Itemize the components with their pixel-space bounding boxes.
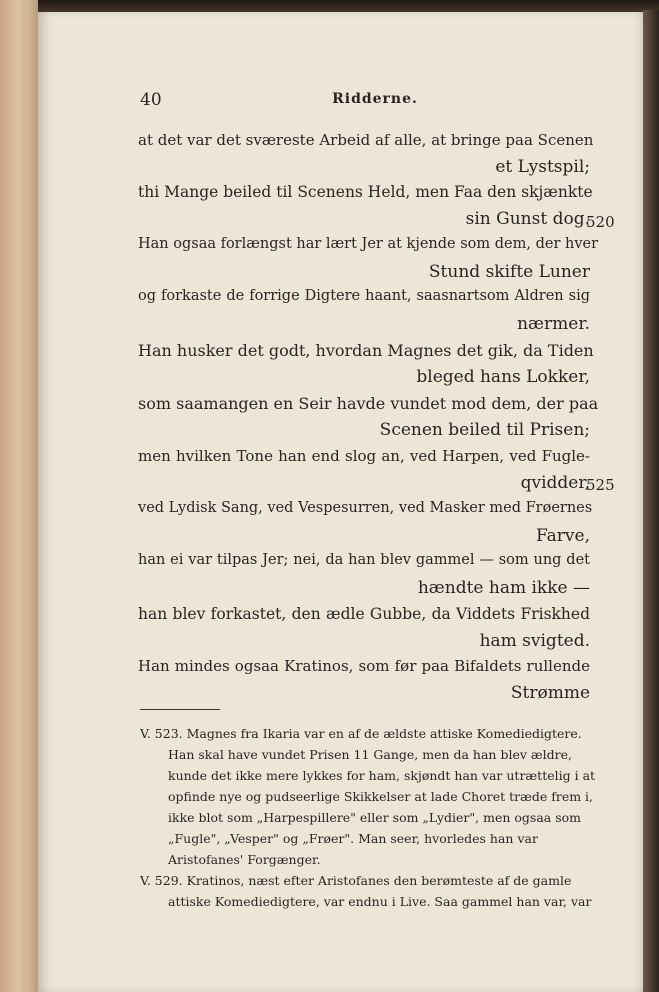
verse-line: et Lystspil;	[495, 157, 590, 177]
footnote-line: opfinde nye og pudseerlige Skikkelser at lade Choret træde frem i,	[168, 789, 594, 804]
verse-line: thi Mange beiled til Scenens Held, men Faa den skjænkte	[138, 183, 593, 201]
page-number: 40	[140, 90, 162, 110]
line-number: 525	[586, 476, 615, 494]
verse-line: bleged hans Lokker,	[416, 367, 590, 387]
verse-line: ved Lydisk Sang, ved Vespesurren, ved Masker med Frøernes	[138, 500, 593, 516]
verse-line: Strømme	[510, 683, 590, 703]
verse-line: hændte ham ikke —	[417, 578, 590, 598]
footnote-line: kunde det ikke mere lykkes for ham, skjøndt han var utrættelig i at	[168, 768, 596, 783]
footnote-line: V. 529. Kratinos, næst efter Aristofanes den berømteste af de gamle	[140, 873, 572, 888]
line-number: 520	[586, 213, 615, 231]
verse-line: som saamangen en Seir havde vundet mod dem, der paa	[138, 394, 599, 413]
verse-line: qvidder,	[520, 473, 590, 493]
verse-line: og forkaste de forrige Digtere haant, saasnartsom Aldren sig	[138, 288, 590, 304]
verse-line: Han ogsaa forlængst har lært Jer at kjende som dem, der hver	[138, 236, 599, 252]
verse-line: Farve,	[536, 526, 590, 546]
page-header	[140, 90, 610, 114]
verse-line: Han mindes ogsaa Kratinos, som før paa Bifaldets rullende	[138, 657, 590, 675]
footnote-line: V. 523. Magnes fra Ikaria var en af de ældste attiske Komediedigtere.	[140, 726, 582, 741]
running-head: Ridderne.	[332, 91, 418, 107]
verse-line: han blev forkastet, den ædle Gubbe, da Viddets Friskhed	[138, 605, 590, 623]
footnote-line: attiske Komediedigtere, var endnu i Live. Saa gammel han var, var	[168, 894, 592, 909]
verse-line: ham svigted.	[479, 631, 590, 651]
book-right-edge	[643, 10, 659, 992]
verse-line: Stund skifte Luner	[428, 262, 590, 282]
verse-line: at det var det sværeste Arbeid af alle, at bringe paa Scenen	[138, 131, 594, 149]
verse-line: han ei var tilpas Jer; nei, da han blev gammel — som ung det	[138, 552, 590, 568]
verse-line: nærmer.	[517, 314, 590, 334]
book-gutter	[0, 0, 38, 992]
footnote-line: Han skal have vundet Prisen 11 Gange, men da han blev ældre,	[168, 747, 572, 762]
verse-line: Scenen beiled til Prisen;	[379, 420, 590, 440]
footnote-divider	[140, 709, 220, 710]
footnote-line: Aristofanes' Forgænger.	[168, 852, 321, 867]
verse-line: Han husker det godt, hvordan Magnes det gik, da Tiden	[138, 341, 594, 360]
verse-line: men hvilken Tone han end slog an, ved Harpen, ved Fugle-	[138, 447, 590, 465]
verse-line: sin Gunst dog.	[465, 209, 590, 229]
footnote-line: „Fugle", „Vesper" og „Frøer". Man seer, hvorledes han var	[168, 831, 538, 846]
footnote-line: ikke blot som „Harpespillere" eller som „Lydier", men ogsaa som	[168, 810, 581, 825]
